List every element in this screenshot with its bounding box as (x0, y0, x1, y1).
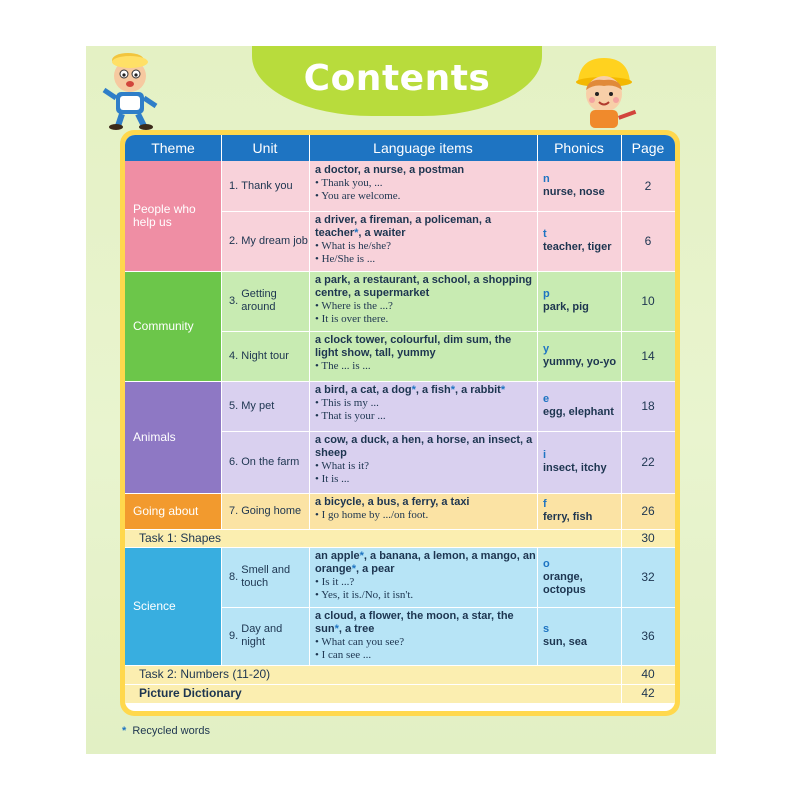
unit-name: Smell and touch (241, 564, 291, 589)
page-7: 26 (641, 503, 655, 518)
picture-dictionary: Picture Dictionary (125, 684, 621, 703)
phonics-5: e egg, elephant (543, 393, 614, 418)
phonics-3: p park, pig (543, 288, 589, 313)
header-unit: Unit (221, 135, 309, 161)
asterisk-marker: * (122, 725, 127, 737)
contents-table-frame (120, 130, 680, 716)
page-title: Contents (303, 58, 491, 99)
divider (221, 211, 675, 212)
language-items-8: an apple*, a banana, a lemon, a mango, an orange*, a pear • Is it ...? • Yes, it is./No, it isn't. (309, 547, 537, 607)
divider (125, 665, 675, 666)
phonics-9: s sun, sea (543, 623, 588, 648)
unit-2: 2. My dream job (229, 234, 308, 247)
divider (125, 547, 675, 548)
unit-name: Getting around (241, 288, 277, 313)
footnote (122, 725, 210, 737)
divider (537, 135, 538, 529)
unit-name: My dream job (241, 234, 308, 247)
unit-name: My pet (241, 399, 275, 412)
phonics-7: f ferry, fish (543, 498, 593, 523)
language-items-7: a bicycle, a bus, a ferry, a taxi • I go home by .../on foot. (309, 493, 537, 529)
phonics-4: y yummy, yo-yo (543, 343, 617, 368)
theme-animals: Animals (125, 381, 221, 493)
phonics-2: t teacher, tiger (543, 228, 612, 253)
footnote-text: Recycled words (132, 725, 210, 737)
task-1-shapes: Task 1: Shapes (125, 529, 621, 547)
phonics-1: n nurse, nose (543, 173, 605, 198)
language-items-6: a cow, a duck, a hen, a horse, an insect, a sheep • What is it? • It is ... (309, 431, 537, 493)
page-9: 36 (641, 628, 655, 643)
theme-science: Science (125, 547, 221, 665)
divider (221, 331, 675, 332)
unit-9: 9. Day and night (221, 607, 309, 665)
divider (221, 135, 222, 529)
theme-people-who-help-us: People who help us (125, 161, 221, 271)
language-items-5: a bird, a cat, a dog*, a fish*, a rabbit* • This is my ... • That is your ... (309, 381, 537, 431)
language-items-1: a doctor, a nurse, a postman • Thank you, ... • You are welcome. (309, 161, 537, 211)
language-items-4: a clock tower, colourful, dim sum, the light show, tall, yummy • The ... is ... (309, 331, 537, 381)
unit-8: 8. Smell and touch (221, 547, 309, 607)
unit-name: Going home (241, 504, 302, 517)
boy-mascot-icon (100, 50, 170, 130)
unit-1: 1. Thank you (229, 179, 293, 192)
recycled-word-marker: * (334, 623, 339, 635)
title-banner (252, 46, 542, 116)
unit-4: 4. Night tour (229, 349, 289, 362)
divider (621, 135, 622, 703)
header-page: Page (621, 135, 675, 161)
unit-3: 3. Getting around (221, 271, 309, 331)
divider (221, 547, 222, 665)
divider (125, 684, 675, 685)
recycled-word-marker: * (359, 550, 364, 562)
divider (221, 431, 675, 432)
divider (537, 547, 538, 665)
unit-7: 7. Going home (229, 504, 302, 517)
unit-5: 5. My pet (229, 399, 275, 412)
task-2-numbers: Task 2: Numbers (11-20) (125, 665, 621, 684)
header-theme: Theme (125, 135, 221, 161)
page-3: 10 (641, 293, 655, 308)
recycled-word-marker: * (411, 384, 416, 396)
divider (125, 381, 675, 382)
unit-6: 6. On the farm (229, 455, 300, 468)
phonics-8: o orange, octopus (543, 557, 586, 596)
theme-going-about: Going about (125, 493, 221, 529)
language-items-9: a cloud, a flower, the moon, a star, the sun*, a tree • What can you see? • I can see ... (309, 607, 537, 665)
divider (125, 493, 675, 494)
unit-name: On the farm (241, 455, 300, 468)
page-4: 14 (641, 348, 655, 363)
language-items-2: a driver, a fireman, a policeman, a teacher*, a waiter • What is he/she? • He/She is ... (309, 211, 537, 271)
picture-dictionary-page: 42 (621, 684, 675, 703)
girl-mascot-icon (570, 52, 638, 132)
divider (125, 271, 675, 272)
page-6: 22 (641, 454, 655, 469)
phonics-6: i insect, itchy (543, 449, 607, 474)
recycled-word-marker: * (354, 227, 359, 239)
page-8: 32 (641, 569, 655, 584)
page-1: 2 (644, 178, 652, 193)
unit-name: Thank you (241, 179, 293, 192)
unit-name: Day and night (241, 623, 283, 648)
page-2: 6 (644, 233, 652, 248)
header-language-items: Language items (309, 135, 537, 161)
task-2-page: 40 (621, 665, 675, 684)
recycled-word-marker: * (351, 563, 356, 575)
recycled-word-marker: * (450, 384, 455, 396)
theme-community: Community (125, 271, 221, 381)
page-5: 18 (641, 398, 655, 413)
recycled-word-marker: * (500, 384, 506, 396)
language-items-3: a park, a restaurant, a school, a shopping centre, a supermarket • Where is the ...? • It is over there. (309, 271, 537, 331)
task-1-page: 30 (621, 529, 675, 547)
contents-table (125, 135, 675, 711)
divider (309, 547, 310, 665)
divider (221, 607, 675, 608)
divider (309, 135, 310, 529)
unit-name: Night tour (241, 349, 289, 362)
header-phonics: Phonics (537, 135, 621, 161)
divider (125, 529, 675, 530)
